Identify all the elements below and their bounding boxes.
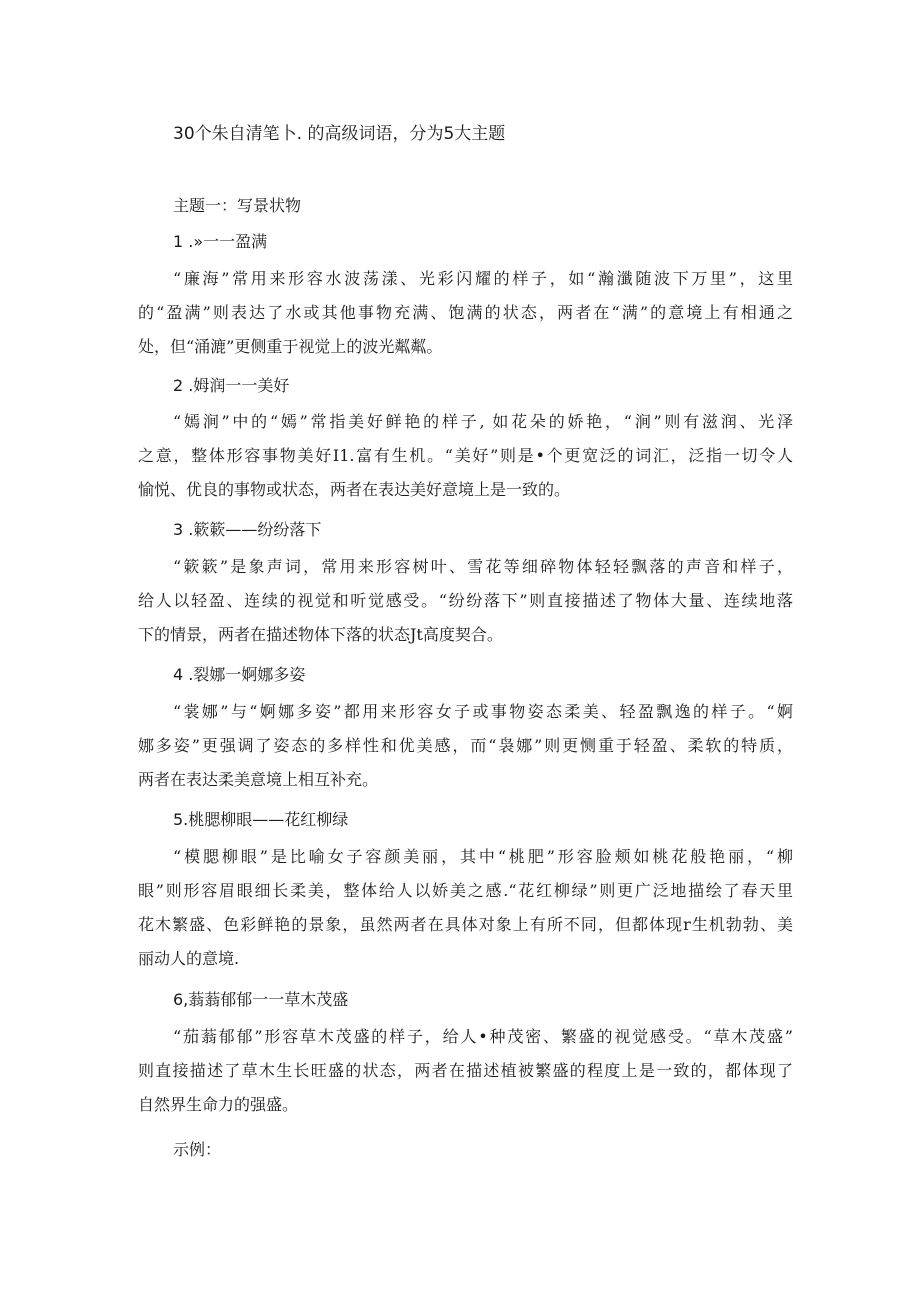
example-label: 示例： [173, 1140, 222, 1159]
paragraph-line: 花木繁盛、色彩鲜艳的景象，虽然两者在具体对象上有所不同，但都体现r生机勃勃、美 [138, 915, 793, 934]
paragraph-line: “簌簌”是象声词，常用来形容树叶、雪花等细碎物体轻轻飘落的声音和样子， [173, 557, 793, 576]
theme-heading: 主题一：写景状物 [173, 196, 302, 215]
paragraph-line: 给人以轻盈、连续的视觉和听觉感受。“纷纷落下”则直接描述了物体大量、连续地落 [138, 591, 793, 610]
paragraph-line: 两者在表达柔美意境上相互补充。 [138, 770, 379, 789]
item-paragraph-2 [138, 405, 793, 507]
paragraph-line: “廉海”常用来形容水波荡漾、光彩闪耀的样子，如“瀚瀸随波下万里”，这里 [173, 269, 793, 288]
item-paragraph-1 [138, 262, 793, 364]
item-heading-1: 1 .»一一盈满 [173, 232, 268, 251]
paragraph-line: 愉悦、优良的事物或状态，两者在表达美好意境上是一致的。 [138, 480, 571, 499]
paragraph-line: 之意，整体形容事物美好I1.富有生机。“美好”则是•个更宽泛的词汇，泛指一切令人 [138, 446, 793, 465]
paragraph-line: “裳娜”与“婀娜多姿”都用来形容女子或事物姿态柔美、轻盈飘逸的样子。“婀 [173, 702, 793, 721]
paragraph-line: “嫣涧”中的“嫣”常指美好鲜艳的样子, 如花朵的娇艳，“涧”则有滋润、光泽 [173, 412, 793, 431]
paragraph-line: “茄蓊郁郁”形容草木茂盛的样子，给人•种茂密、繁盛的视觉感受。“草木茂盛” [173, 1027, 793, 1046]
paragraph-line: 则直接描述了草木生长旺盛的状态，两者在描述植被繁盛的程度上是一致的，都体现了 [138, 1061, 793, 1080]
paragraph-line: “模腮柳眼”是比喻女子容颜美丽，其中“桃肥”形容脸颊如桃花般艳丽，“柳 [173, 847, 793, 866]
paragraph-line: 眼”则形容眉眼细长柔美，整体给人以娇美之感.“花红柳绿”则更广泛地描绘了春天里 [138, 881, 793, 900]
item-paragraph-5 [138, 840, 793, 976]
item-heading-3: 3 .簌簌——纷纷落下 [173, 520, 322, 539]
paragraph-line: 丽动人的意境. [138, 949, 240, 968]
item-heading-2: 2 .姆润一一美好 [173, 376, 290, 395]
item-paragraph-3 [138, 550, 793, 652]
paragraph-line: 的“盈满”则表达了水或其他事物充满、饱满的状态，两者在“满”的意境上有相通之 [138, 303, 793, 322]
item-heading-4: 4 .裂娜一婀娜多姿 [173, 665, 306, 684]
item-paragraph-4 [138, 695, 793, 797]
paragraph-line: 自然界生命力的强盛。 [138, 1095, 299, 1114]
item-heading-5: 5.桃腮柳眼——花红柳绿 [173, 810, 349, 829]
paragraph-line: 娜多姿”更强调了姿态的多样性和优美感，而“袅娜”则更恻重于轻盈、柔软的特质， [138, 736, 793, 755]
document-title: 30个朱自清笔卜. 的高级词语，分为5大主题 [173, 124, 506, 144]
item-paragraph-6 [138, 1020, 793, 1122]
paragraph-line: 下的情景，两者在描述物体下落的状态Jt高度契合。 [138, 625, 503, 644]
paragraph-line: 处，但“涌漉”更侧重于视觉上的波光粼粼。 [138, 337, 443, 356]
item-heading-6: 6,蓊蓊郁郁一一草木茂盛 [173, 990, 349, 1009]
